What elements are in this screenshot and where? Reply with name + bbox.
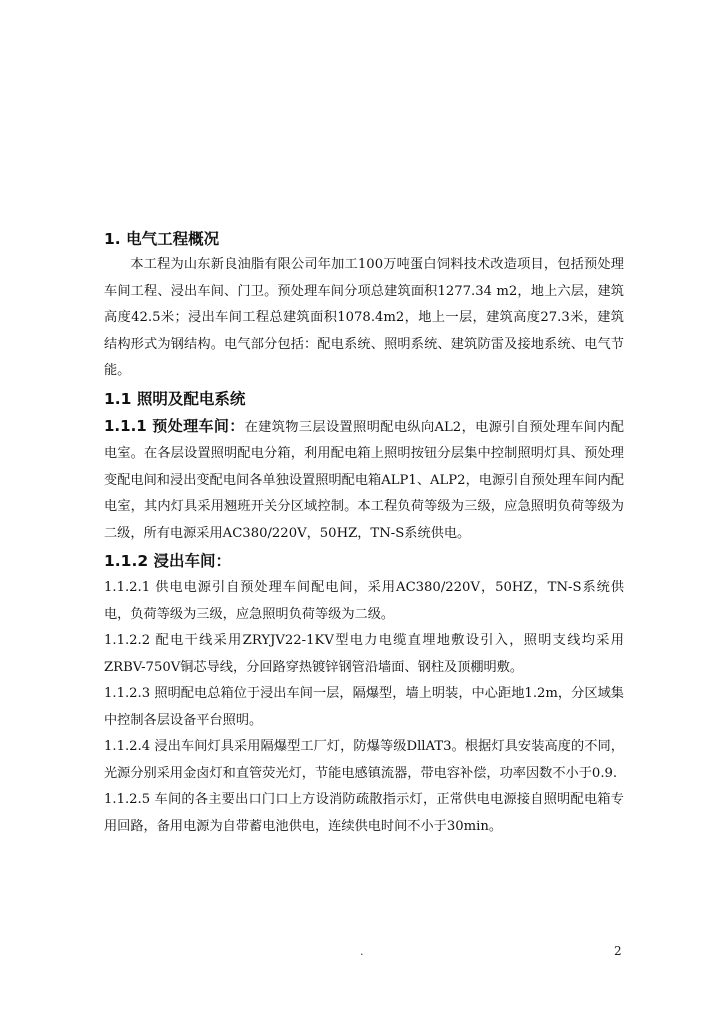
overview-paragraph: 本工程为山东新良油脂有限公司年加工100万吨蛋白饲料技术改造项目，包括预处理车间工程、浸出车间、门卫。预处理车间分项总建筑面积1277.34 m2，地上六层，建筑高度42.5米；浸出车间工程总建筑面积1078.4m2，地上一层，建筑高度27.3米，建筑结构形式为钢结构。电气部分包括：配电系统、照明系统、建筑防雷及接地系统、电气节能。 <box>104 257 624 378</box>
extraction-item: 1.1.2.1 供电电源引自预处理车间配电间，采用AC380/220V，50HZ，TN-S系统供电，负荷等级为三级，应急照明负荷等级为二级。 <box>104 580 624 622</box>
footer-dot: . <box>360 945 364 958</box>
extraction-item: 1.1.2.3 照明配电总箱位于浸出车间一层，隔爆型，墙上明装，中心距地1.2m，分区域集中控制各层设备平台照明。 <box>104 686 624 728</box>
section-heading: 1. 电气工程概况 <box>104 230 220 248</box>
pretreatment-paragraph <box>104 413 624 548</box>
page-content <box>104 226 624 840</box>
subsection-heading: 1.1 照明及配电系统 <box>104 389 246 408</box>
extraction-item: 1.1.2.4 浸出车间灯具采用隔爆型工厂灯，防爆等级DllAT3。根据灯具安装高度的不同，光源分别采用金卤灯和直管荧光灯，节能电感镇流器，带电容补偿，功率因数不小于0.9. <box>104 739 624 781</box>
pretreatment-text: 在建筑物三层设置照明配电纵向AL2，电源引自预处理车间内配电室。在各层设置照明配电分箱，利用配电箱上照明按钮分层集中控制照明灯具、预处理变配电间和浸出变配电间各单独设置照明配电箱ALP1、ALP2，电源引自预处理车间内配电室，其内灯具采用翘班开关分区域控制。本工程负荷等级为三级，应急照明负荷等级为二级，所有电源采用AC380/220V，50HZ，TN-S系统供电。 <box>104 419 624 541</box>
page-number: 2 <box>614 944 622 958</box>
pretreatment-lead: 1.1.1 预处理车间： <box>104 416 245 435</box>
extraction-item: 1.1.2.2 配电干线采用ZRYJV22-1KV型电力电缆直埋地敷设引入，照明支线均采用ZRBV-750V铜芯导线，分回路穿热镀锌钢管沿墙面、钢柱及顶棚明敷。 <box>104 633 624 675</box>
extraction-item: 1.1.2.5 车间的各主要出口门口上方设消防疏散指示灯，正常供电电源接自照明配电箱专用回路，备用电源为自带蓄电池供电，连续供电时间不小于30min。 <box>104 792 624 834</box>
extraction-heading: 1.1.2 浸出车间： <box>104 552 232 570</box>
